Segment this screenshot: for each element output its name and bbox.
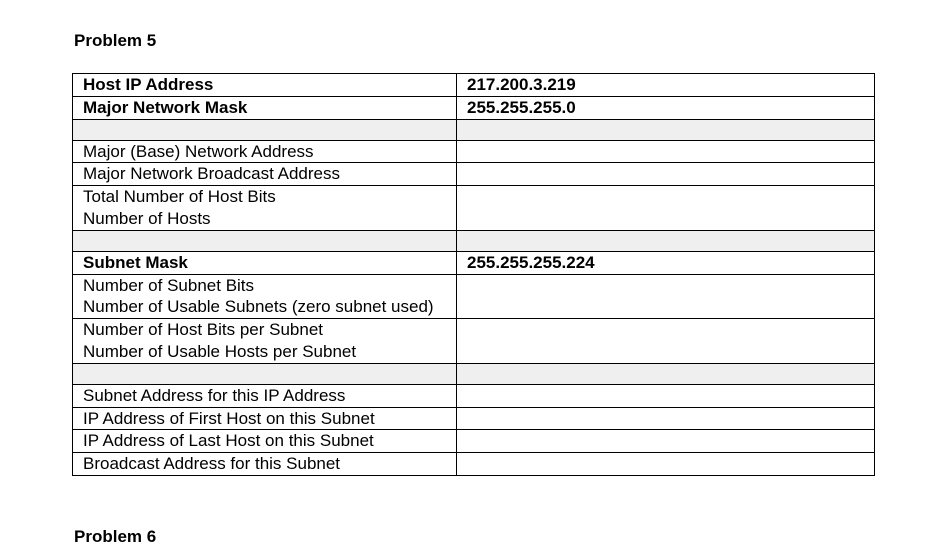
subnet-mask-value: 255.255.255.224 (457, 251, 875, 274)
table-row (73, 407, 875, 430)
next-problem-title: Problem 6 (74, 527, 157, 546)
usable-subnets-label: Number of Usable Subnets (zero subnet used) (73, 296, 457, 318)
subnet-mask-label: Subnet Mask (73, 251, 457, 274)
host-ip-value: 217.200.3.219 (457, 74, 875, 97)
first-host-value[interactable] (457, 407, 875, 430)
subnet-address-value[interactable] (457, 384, 875, 407)
table-row (73, 140, 875, 163)
hosts-per-subnet-value[interactable] (457, 319, 875, 364)
table-row (73, 319, 875, 341)
subnet-bits-and-subnets-value[interactable] (457, 274, 875, 319)
subnet-bits-label: Number of Subnet Bits (73, 274, 457, 296)
last-host-label: IP Address of Last Host on this Subnet (73, 430, 457, 453)
total-host-bits-label: Total Number of Host Bits (73, 186, 457, 208)
host-bits-and-hosts-value[interactable] (457, 186, 875, 231)
table-row (73, 274, 875, 296)
table-row (73, 186, 875, 208)
host-ip-label: Host IP Address (73, 74, 457, 97)
table-row (73, 384, 875, 407)
subnet-broadcast-value[interactable] (457, 453, 875, 476)
table-row (73, 453, 875, 476)
subnet-broadcast-label: Broadcast Address for this Subnet (73, 453, 457, 476)
major-broadcast-address-label: Major Network Broadcast Address (73, 163, 457, 186)
number-of-hosts-label: Number of Hosts (73, 208, 457, 230)
usable-hosts-per-subnet-label: Number of Usable Hosts per Subnet (73, 341, 457, 363)
subnet-address-label: Subnet Address for this IP Address (73, 384, 457, 407)
page-title: Problem 5 (74, 31, 157, 50)
major-broadcast-address-value[interactable] (457, 163, 875, 186)
spacer-row (73, 119, 875, 140)
table-row (73, 251, 875, 274)
subnet-worksheet-table (72, 73, 875, 476)
first-host-label: IP Address of First Host on this Subnet (73, 407, 457, 430)
table-row (73, 163, 875, 186)
table-row (73, 96, 875, 119)
spacer-row (73, 230, 875, 251)
table-row (73, 430, 875, 453)
major-network-address-label: Major (Base) Network Address (73, 140, 457, 163)
major-mask-value: 255.255.255.0 (457, 96, 875, 119)
host-bits-per-subnet-label: Number of Host Bits per Subnet (73, 319, 457, 341)
major-mask-label: Major Network Mask (73, 96, 457, 119)
major-network-address-value[interactable] (457, 140, 875, 163)
last-host-value[interactable] (457, 430, 875, 453)
spacer-row (73, 363, 875, 384)
table-row (73, 74, 875, 97)
